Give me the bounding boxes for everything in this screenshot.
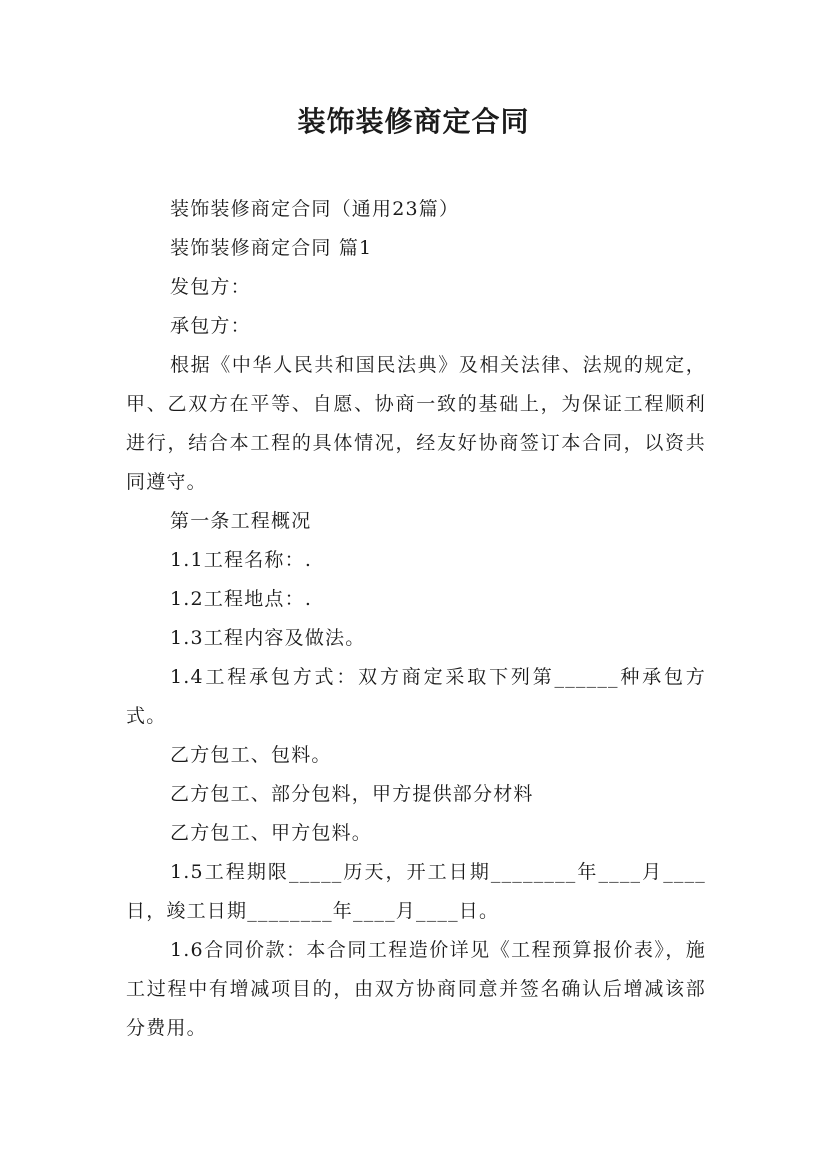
paragraph-preamble: 根据《中华人民共和国民法典》及相关法律、法规的规定，甲、乙双方在平等、自愿、协商一致的基础上，为保证工程顺利进行，结合本工程的具体情况，经友好协商签订本合同，以资共同遵守。 (126, 354, 706, 493)
paragraph-clause-1-2: 1.2工程地点：. (170, 588, 313, 610)
paragraph-option-c: 乙方包工、甲方包料。 (170, 822, 373, 844)
paragraph-collection-title: 装饰装修商定合同（通用23篇） (170, 198, 460, 220)
paragraph-contractor-party: 发包方： (170, 276, 251, 298)
paragraph-option-b: 乙方包工、部分包料，甲方提供部分材料 (170, 783, 534, 805)
paragraph-clause-1-6: 1.6合同价款：本合同工程造价详见《工程预算报价表》，施工过程中有增减项目的，由双方协商同意并签名确认后增减该部分费用。 (126, 939, 706, 1039)
paragraph-clause-1-3: 1.3工程内容及做法。 (170, 627, 366, 649)
paragraph-article-1-heading: 第一条工程概况 (170, 510, 312, 532)
paragraph-contracted-party: 承包方： (170, 315, 251, 337)
document-body (126, 190, 706, 1048)
paragraph-clause-1-1: 1.1工程名称：. (170, 549, 313, 571)
paragraph-section-heading: 装饰装修商定合同 篇1 (170, 237, 373, 259)
document-title: 装饰装修商定合同 (297, 105, 530, 138)
paragraph-clause-1-4: 1.4工程承包方式：双方商定采取下列第______种承包方式。 (126, 666, 706, 727)
paragraph-option-a: 乙方包工、包料。 (170, 744, 332, 766)
paragraph-clause-1-5: 1.5工程期限_____历天，开工日期________年____月____日，竣工日期________年____月____日。 (126, 861, 706, 922)
